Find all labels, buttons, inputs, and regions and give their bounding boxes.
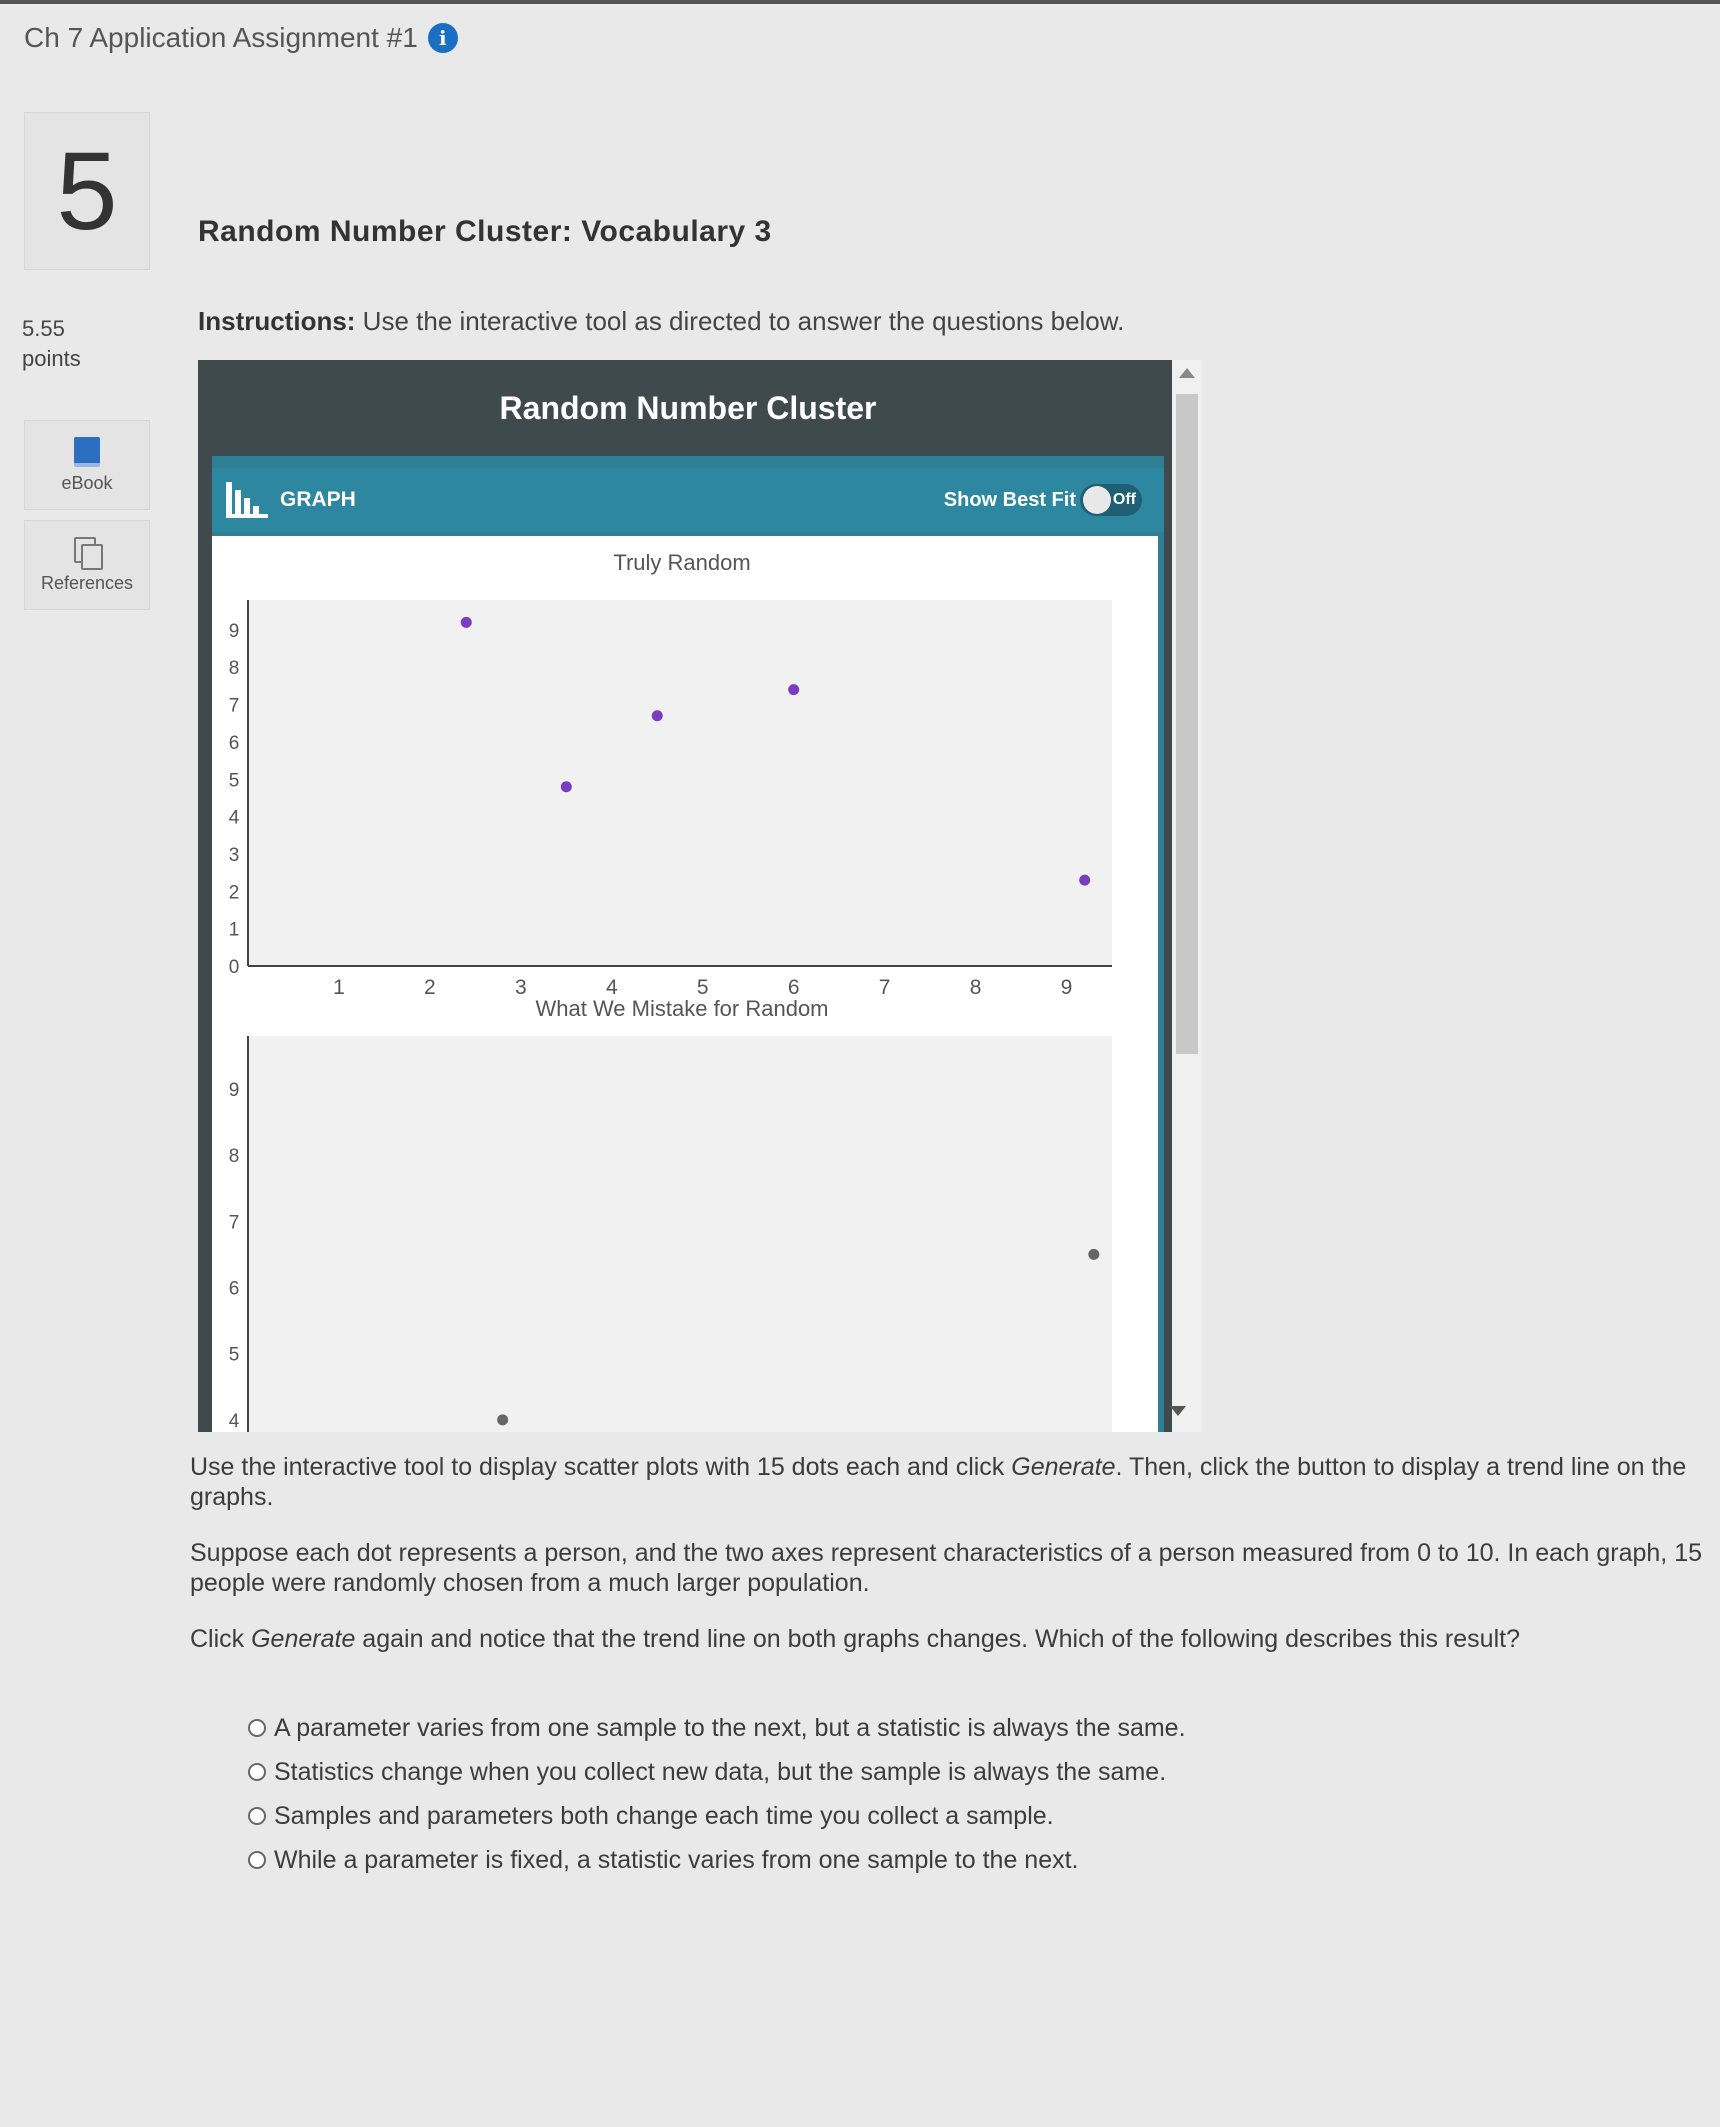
points-label: points [22, 346, 81, 371]
y-tick-label: 2 [228, 882, 240, 904]
tool-scrollbar[interactable] [1172, 360, 1202, 1432]
book-icon [74, 437, 100, 467]
scroll-up-arrow-icon[interactable] [1179, 368, 1195, 378]
scatter-point [497, 1414, 508, 1425]
x-tick-label: 9 [1060, 976, 1073, 999]
instruction-paragraph-3 [190, 1624, 1710, 1654]
para3-text-a: Click [190, 1625, 252, 1653]
para1-text-a: Use the interactive tool to display scatter plots with 15 dots each and click [190, 1453, 1012, 1481]
answer-option[interactable] [248, 1706, 1186, 1750]
tool-body [212, 456, 1164, 1432]
option-text: Statistics change when you collect new data, but the sample is always the same. [274, 1757, 1167, 1786]
plot-background [248, 600, 1112, 966]
scatter-point [1079, 875, 1090, 886]
best-fit-label: Show Best Fit [943, 488, 1076, 511]
instruction-paragraph-2: Suppose each dot represents a person, and the two axes represent characteristics of a person measured from 0 to 10. In each graph, 15 people were randomly chosen from a much larger population. [190, 1539, 1702, 1597]
scatter-point [561, 781, 572, 792]
y-tick-label: 4 [228, 807, 240, 829]
instructions [198, 306, 1124, 337]
y-tick-label: 3 [228, 844, 240, 866]
chart-area [212, 536, 1158, 1432]
radio-button[interactable] [248, 1851, 266, 1869]
y-tick-label: 1 [228, 919, 240, 941]
scatter-point [461, 617, 472, 628]
x-tick-label: 8 [969, 976, 982, 999]
y-tick-label: 8 [228, 658, 240, 680]
y-tick-label: 9 [228, 620, 240, 642]
y-tick-label: 9 [228, 1079, 240, 1101]
ebook-label: eBook [61, 472, 113, 493]
answer-options [248, 1706, 1186, 1882]
x-tick-label: 7 [878, 976, 891, 999]
plot-background [248, 1036, 1112, 1432]
graph-tab[interactable]: GRAPH [280, 488, 356, 511]
toggle-state: Off [1112, 491, 1136, 508]
interactive-tool [198, 360, 1178, 1432]
assignment-header [24, 22, 458, 54]
y-tick-label: 5 [228, 1344, 240, 1366]
instruction-paragraph-1 [190, 1452, 1710, 1512]
scatter-point [788, 684, 799, 695]
tool-title: Random Number Cluster [198, 360, 1178, 456]
radio-button[interactable] [248, 1763, 266, 1781]
y-tick-label: 7 [228, 1212, 240, 1234]
x-tick-label: 4 [605, 976, 618, 999]
scatter-point [652, 710, 663, 721]
graph-toolbar [212, 468, 1164, 532]
para3-text-b: again and notice that the trend line on both graphs changes. Which of the following describes this result? [355, 1625, 1520, 1653]
answer-option[interactable] [248, 1750, 1186, 1794]
y-tick-label: 6 [228, 1278, 240, 1300]
plot-title: Truly Random [613, 550, 751, 575]
scroll-down-arrow-icon[interactable] [1170, 1406, 1186, 1416]
x-tick-label: 6 [787, 976, 800, 999]
references-label: References [40, 572, 134, 593]
toggle-knob [1083, 486, 1111, 514]
top-border [0, 0, 1720, 4]
points-value: 5.55 [22, 316, 65, 341]
assignment-title: Ch 7 Application Assignment #1 [24, 22, 418, 53]
question-title: Random Number Cluster: Vocabulary 3 [198, 215, 772, 248]
scatter-point [1088, 1249, 1099, 1260]
plot-title: What We Mistake for Random [535, 996, 829, 1021]
y-tick-label: 5 [228, 770, 240, 792]
instructions-label: Instructions: [198, 306, 356, 336]
scroll-thumb[interactable] [1176, 394, 1198, 1054]
best-fit-control [944, 484, 1142, 516]
para3-generate: Generate [251, 1625, 356, 1653]
references-button[interactable] [24, 520, 150, 610]
y-tick-label: 8 [228, 1146, 240, 1168]
scatter-plots [212, 536, 1158, 1432]
option-text: While a parameter is fixed, a statistic varies from one sample to the next. [274, 1845, 1079, 1874]
info-icon[interactable]: i [428, 23, 458, 53]
option-text: Samples and parameters both change each time you collect a sample. [274, 1801, 1054, 1830]
x-tick-label: 1 [333, 976, 345, 999]
x-tick-label: 5 [696, 976, 709, 999]
x-tick-label: 3 [514, 976, 527, 999]
best-fit-toggle[interactable] [1080, 484, 1142, 516]
x-tick-label: 2 [424, 976, 436, 999]
para1-generate: Generate [1011, 1453, 1116, 1481]
copy-pages-icon [74, 537, 100, 567]
ebook-button[interactable] [24, 420, 150, 510]
para1-text-b: . Then, click the button to display a trend line on the graphs. [190, 1453, 1687, 1511]
option-text: A parameter varies from one sample to the next, but a statistic is always the same. [274, 1713, 1186, 1742]
instructions-text: Use the interactive tool as directed to answer the questions below. [355, 306, 1125, 336]
question-number: 5 [24, 112, 150, 270]
y-tick-label: 6 [228, 732, 240, 754]
answer-option[interactable] [248, 1838, 1186, 1882]
answer-option[interactable] [248, 1794, 1186, 1838]
radio-button[interactable] [248, 1719, 266, 1737]
y-tick-label: 4 [228, 1410, 240, 1432]
bar-chart-icon[interactable] [226, 482, 268, 518]
radio-button[interactable] [248, 1807, 266, 1825]
question-points [22, 314, 81, 374]
y-tick-label: 7 [228, 695, 240, 717]
y-tick-label: 0 [228, 957, 240, 978]
